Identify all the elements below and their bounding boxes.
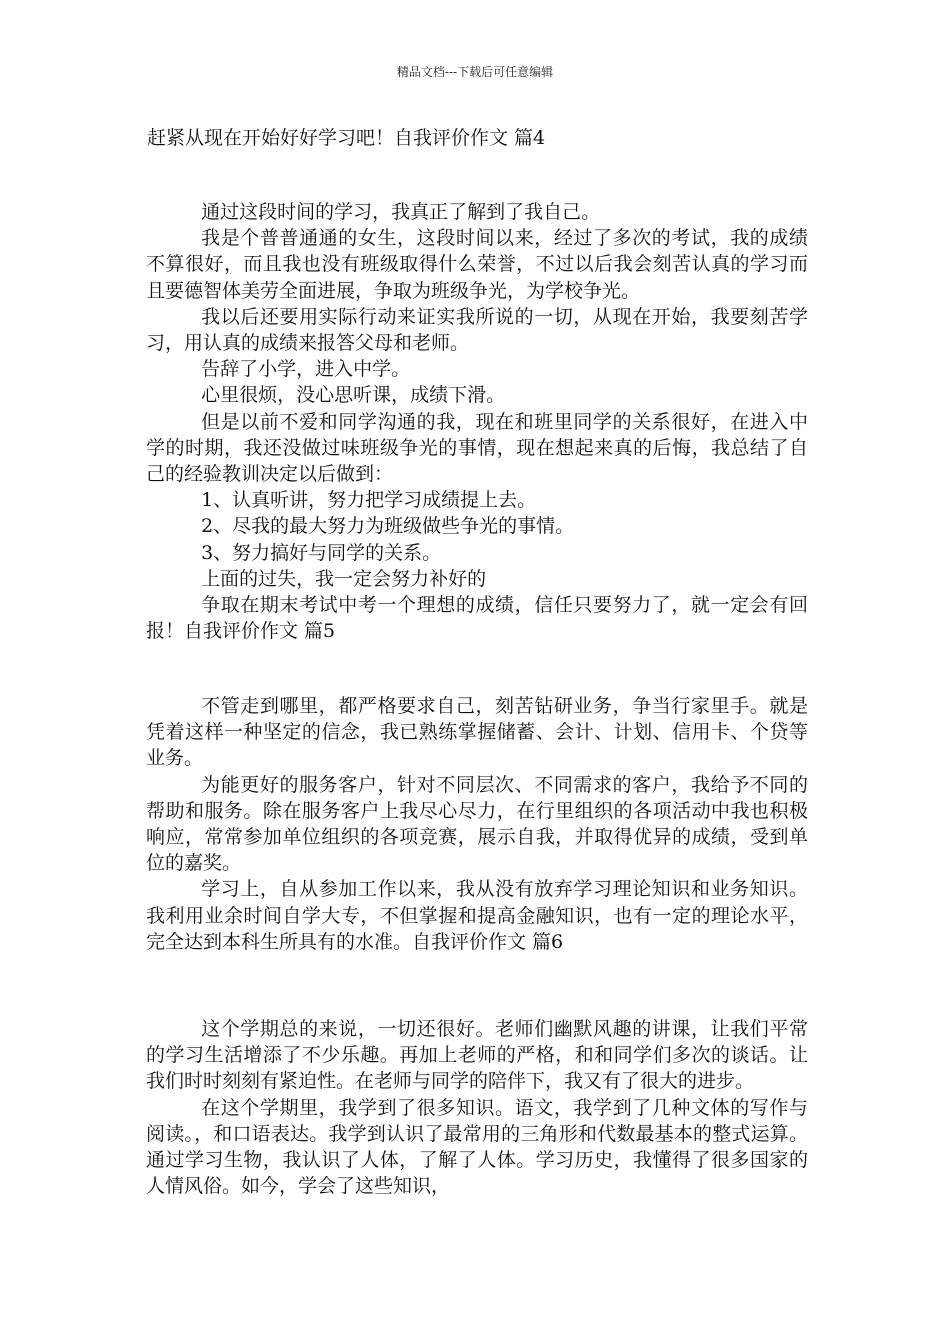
page-header: 精品文档---下载后可任意编辑 bbox=[396, 65, 554, 79]
paragraph: 这个学期总的来说，一切还很好。老师们幽默风趣的讲课，让我们平常的学习生活增添了不少乐趣。再加上老师的严格，和和同学们多次的谈话。让我们时时刻刻有紧迫性。在老师与同学的陪伴下，我又有了很大的进步。 bbox=[146, 1018, 808, 1093]
list-item: 2、尽我的最大努力为班级做些争光的事情。 bbox=[201, 515, 575, 538]
paragraph: 我是个普普通通的女生，这段时间以来，经过了多次的考试，我的成绩不算很好，而且我也没有班级取得什么荣誉，不过以后我会刻苦认真的学习而且要德智体美劳全面进展，争取为班级争光，为学校争光。 bbox=[146, 227, 808, 302]
paragraph: 不管走到哪里，都严格要求自己，刻苦钻研业务，争当行家里手。就是凭着这样一种坚定的信念，我已熟练掌握储蓄、会计、计划、信用卡、个贷等业务。 bbox=[146, 695, 808, 770]
paragraph: 上面的过失，我一定会努力补好的 bbox=[201, 567, 487, 590]
paragraph: 心里很烦，没心思听课，成绩下滑。 bbox=[201, 384, 506, 407]
essay-section-4 bbox=[146, 199, 808, 644]
paragraph: 争取在期末考试中考一个理想的成绩，信任只要努力了，就一定会有回报！自我评价作文 篇5 bbox=[146, 594, 808, 643]
paragraph: 告辞了小学，进入中学。 bbox=[201, 358, 411, 381]
paragraph: 为能更好的服务客户，针对不同层次、不同需求的客户，我给予不同的帮助和服务。除在服务客户上我尽心尽力，在行里组织的各项活动中我也积极响应，常常参加单位组织的各项竞赛，展示自我，并取得优异的成绩，受到单位的嘉奖。 bbox=[146, 773, 808, 875]
essay-section-5 bbox=[146, 693, 808, 955]
list-item: 1、认真听讲，努力把学习成绩提上去。 bbox=[201, 489, 537, 512]
essay-heading: 赶紧从现在开始好好学习吧！自我评价作文 篇4 bbox=[147, 127, 546, 149]
paragraph: 学习上，自从参加工作以来，我从没有放弃学习理论知识和业务知识。我利用业余时间自学大专，不但掌握和提高金融知识，也有一定的理论水平，完全达到本科生所具有的水准。自我评价作文 篇6 bbox=[146, 878, 808, 953]
paragraph: 但是以前不爱和同学沟通的我，现在和班里同学的关系很好，在进入中学的时期，我还没做过味班级争光的事情，现在想起来真的后悔，我总结了自己的经验教训决定以后做到： bbox=[146, 410, 808, 486]
paragraph: 通过这段时间的学习，我真正了解到了我自己。 bbox=[201, 201, 601, 223]
paragraph: 我以后还要用实际行动来证实我所说的一切，从现在开始，我要刻苦学习，用认真的成绩来报答父母和老师。 bbox=[146, 305, 808, 355]
paragraph: 在这个学期里，我学到了很多知识。语文，我学到了几种文体的写作与阅读。，和口语表达。我学到认识了最常用的三角形和代数最基本的整式运算。通过学习生物，我认识了人体，了解了人体。学习历史，我懂得了很多国家的人情风俗。如今，学会了这些知识， bbox=[146, 1096, 808, 1198]
essay-section-6 bbox=[146, 1016, 808, 1199]
list-item: 3、努力搞好与同学的关系。 bbox=[201, 541, 442, 564]
